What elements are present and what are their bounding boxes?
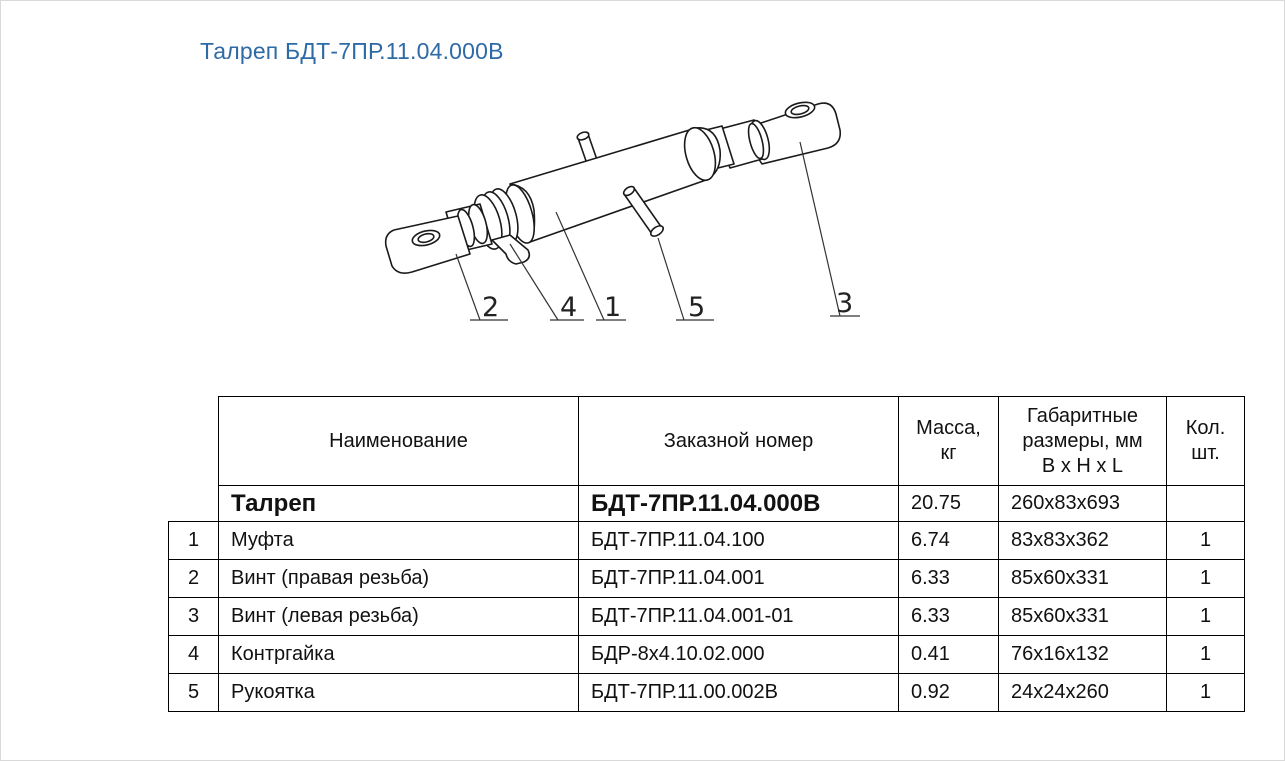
row-dimensions: 83x83x362 [999, 522, 1167, 560]
row-mass: 6.74 [899, 522, 999, 560]
header-name: Наименование [219, 397, 579, 486]
assembly-qty [1167, 486, 1245, 522]
row-dimensions: 24x24x260 [999, 674, 1167, 712]
callout-4: 4 [560, 292, 578, 323]
row-number: 1 [169, 522, 219, 560]
header-blank-cell [169, 397, 219, 486]
callout-1: 1 [604, 292, 622, 323]
row-name: Муфта [219, 522, 579, 560]
coupling-body [500, 124, 721, 246]
header-dimensions: Габаритные размеры, мм B x H x L [999, 397, 1167, 486]
callout-5: 5 [688, 292, 706, 323]
assembly-mass: 20.75 [899, 486, 999, 522]
turnbuckle-drawing [370, 90, 890, 330]
row-number: 2 [169, 560, 219, 598]
table-row [169, 522, 1245, 560]
document-title: Талреп БДТ-7ПР.11.04.000В [200, 38, 504, 64]
row-number: 4 [169, 636, 219, 674]
assembly-order-number: БДТ-7ПР.11.04.000В [579, 486, 899, 522]
row-name: Винт (правая резьба) [219, 560, 579, 598]
table-row [169, 674, 1245, 712]
table-row [169, 560, 1245, 598]
table-row [169, 598, 1245, 636]
row-order-number: БДТ-7ПР.11.04.100 [579, 522, 899, 560]
callout-3: 3 [836, 288, 854, 319]
row-order-number: БДТ-7ПР.11.04.001-01 [579, 598, 899, 636]
row-mass: 0.92 [899, 674, 999, 712]
row-mass: 6.33 [899, 598, 999, 636]
specification-table [168, 396, 1245, 712]
header-qty: Кол. шт. [1167, 397, 1245, 486]
row-qty: 1 [1167, 636, 1245, 674]
header-mass: Масса, кг [899, 397, 999, 486]
row-dimensions: 85x60x331 [999, 598, 1167, 636]
assembly-row [169, 486, 1245, 522]
table-row [169, 636, 1245, 674]
row-qty: 1 [1167, 522, 1245, 560]
assembly-dimensions: 260x83x693 [999, 486, 1167, 522]
row-order-number: БДР-8х4.10.02.000 [579, 636, 899, 674]
row-mass: 0.41 [899, 636, 999, 674]
row-name: Рукоятка [219, 674, 579, 712]
row-dimensions: 76x16x132 [999, 636, 1167, 674]
row-name: Контргайка [219, 636, 579, 674]
header-order-number: Заказной номер [579, 397, 899, 486]
row-qty: 1 [1167, 560, 1245, 598]
assembly-blank-cell [169, 486, 219, 522]
row-number: 5 [169, 674, 219, 712]
row-order-number: БДТ-7ПР.11.00.002В [579, 674, 899, 712]
row-name: Винт (левая резьба) [219, 598, 579, 636]
assembly-name: Талреп [219, 486, 579, 522]
table-header-row [169, 397, 1245, 486]
row-order-number: БДТ-7ПР.11.04.001 [579, 560, 899, 598]
row-qty: 1 [1167, 674, 1245, 712]
row-mass: 6.33 [899, 560, 999, 598]
row-dimensions: 85x60x331 [999, 560, 1167, 598]
left-eye-screw [386, 203, 492, 274]
row-number: 3 [169, 598, 219, 636]
callout-2: 2 [482, 292, 500, 323]
row-qty: 1 [1167, 598, 1245, 636]
